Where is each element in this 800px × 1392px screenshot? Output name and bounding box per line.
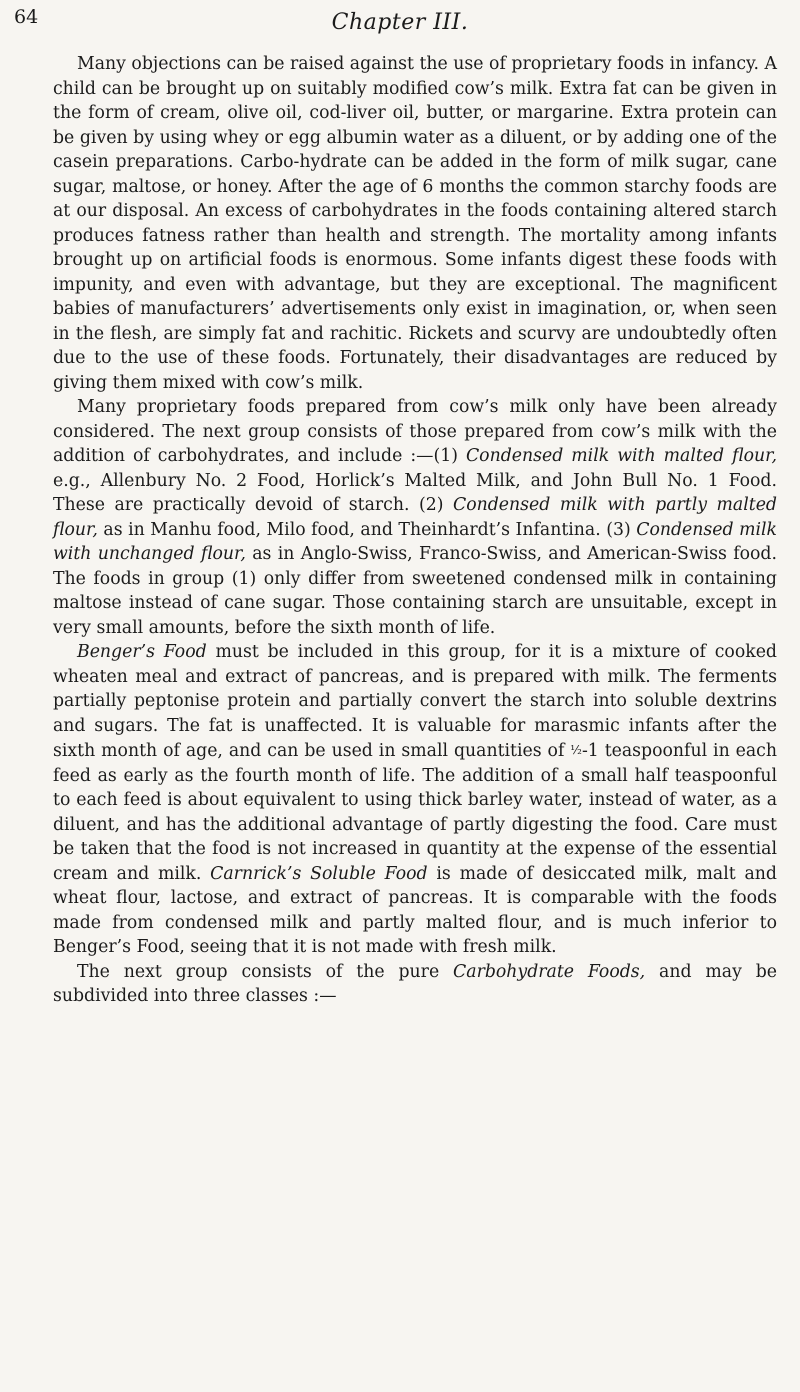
text-run: Many proprietary foods prepared from cow’s milk only have been already considered. The next group consists of those prepared from cow’s milk with the addition of carbohydrates, and include :—(1)	[53, 397, 777, 466]
text-run: as in Anglo-Swiss, Franco-Swiss, and American-Swiss food. The foods in group (1) only differ from sweetened condensed milk in containing maltose instead of cane sugar. Those containing starch are unsuitable, except in very small amounts, before the sixth month of life.	[53, 544, 777, 638]
italic-term: Condensed milk with partly malted flour,	[53, 495, 777, 540]
text-run: e.g., Allenbury No. 2 Food, Horlick’s Malted Milk, and John Bull No. 1 Food. These are practically devoid of starch. (2)	[53, 470, 777, 515]
italic-term: Condensed milk with unchanged flour,	[53, 519, 777, 564]
italic-term: Condensed milk with malted flour,	[465, 446, 777, 466]
italic-term: Carbohydrate Foods,	[453, 961, 646, 982]
fraction: ½	[570, 743, 582, 757]
paragraph-4	[53, 960, 777, 1009]
paragraph-2	[53, 395, 777, 640]
text-run: as in Manhu food, Milo food, and Theinhardt’s Infantina. (3)	[97, 519, 637, 540]
text-run: must be included in this group, for it is a mixture of cooked wheaten meal and extract of pancreas, and is prepared with milk. The ferments partially peptonise protein and partially convert the starch into soluble dextrins and sugars. The fat is unaffected. It is valuable for marasmic infants after the sixth month of age, and can be used in small quantities of	[53, 642, 777, 761]
text-run: and may be subdivided into three classes :—	[53, 961, 778, 1006]
text-run: The next group consists of the pure	[77, 961, 454, 982]
body-text	[53, 52, 777, 1009]
paragraph-1: Many objections can be raised against the use of proprietary foods in infancy. A child can be brought up on suitably modified cow’s milk. Extra fat can be given in the form of cream, olive oil, cod-liver oil, butter, or margarine. Extra protein can be given by using whey or egg albumin water as a diluent, or by adding one of the casein preparations. Carbo-hydrate can be added in the form of milk sugar, cane sugar, maltose, or honey. After the age of 6 months the common starchy foods are at our disposal. An excess of carbohydrates in the foods containing altered starch produces fatness rather than health and strength. The mortality among infants brought up on artificial foods is enormous. Some infants digest these foods with impunity, and even with advantage, but they are exceptional. The magnificent babies of manufacturers’ advertisements only exist in imagination, or, when seen in the flesh, are simply fat and rachitic. Rickets and scurvy are undoubtedly often due to the use of these foods. Fortunately, their disadvantages are reduced by giving them mixed with cow’s milk.	[53, 54, 777, 393]
chapter-heading: Chapter III.	[331, 10, 469, 35]
text-run: -1 teaspoonful in each feed as early as the fourth month of life. The addition of a small half teaspoonful to each feed is about equivalent to using thick barley water, instead of water, as a diluent, and has the additional advantage of partly digesting the food. Care must be taken that the food is not increased in quantity at the expense of the essential cream and milk.	[53, 741, 777, 884]
text-run: is made of desiccated milk, malt and wheat flour, lactose, and extract of pancreas. It is comparable with the foods made from condensed milk and partly malted flour, and is much inferior to Benger’s Food, seeing that it is not made with fresh milk.	[53, 863, 777, 957]
italic-term: Carnrick’s Soluble Food	[210, 863, 428, 884]
paragraph-3	[53, 640, 777, 960]
page-number: 64	[14, 6, 39, 28]
italic-term: Benger’s Food	[77, 642, 207, 662]
